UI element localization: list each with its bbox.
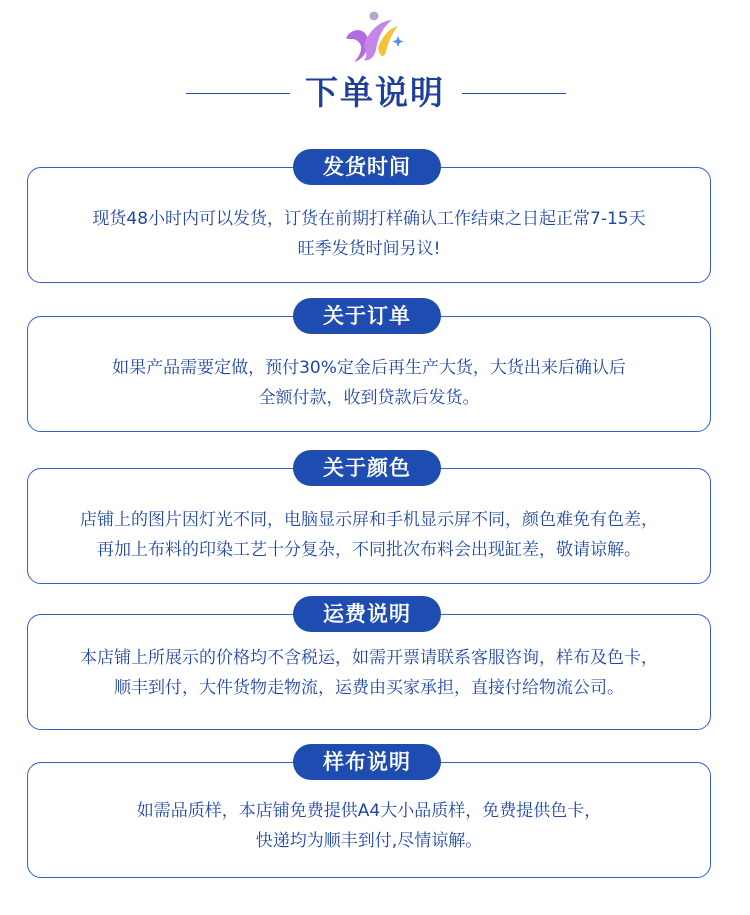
section-line: 全额付款，收到贷款后发货。 xyxy=(258,388,480,408)
section-title-orders: 关于订单 xyxy=(293,298,441,334)
section-line: 顺丰到付，大件货物走物流，运费由买家承担，直接付给物流公司。 xyxy=(114,678,624,698)
section-line: 如需品质样，本店铺免费提供A4大小品质样，免费提供色卡， xyxy=(136,801,602,821)
section-title-colors: 关于颜色 xyxy=(293,450,441,486)
section-line: 再加上布料的印染工艺十分复杂，不同批次布料会出现缸差，敬请谅解。 xyxy=(97,540,641,560)
section-body-colors xyxy=(27,505,711,565)
section-line: 快递均为顺丰到付,尽情谅解。 xyxy=(255,831,483,851)
section-title-freight: 运费说明 xyxy=(293,596,441,632)
title-divider-left xyxy=(186,93,290,94)
page-header xyxy=(0,68,750,118)
section-body-samples xyxy=(27,796,711,856)
title-divider-right xyxy=(462,93,566,94)
section-line: 现货48小时内可以发货，订货在前期打样确认工作结束之日起正常7-15天 xyxy=(92,209,646,229)
section-body-orders xyxy=(27,353,711,413)
section-title-samples: 样布说明 xyxy=(293,744,441,780)
section-line: 店铺上的图片因灯光不同，电脑显示屏和手机显示屏不同，颜色难免有色差， xyxy=(80,510,658,530)
section-line: 如果产品需要定做，预付30%定金后再生产大货，大货出来后确认后 xyxy=(112,358,626,378)
section-body-shipping-time xyxy=(27,204,711,264)
section-title-shipping-time: 发货时间 xyxy=(293,149,441,185)
section-line: 本店铺上所展示的价格均不含税运，如需开票请联系客服咨询，样布及色卡， xyxy=(80,648,658,668)
section-line: 旺季发货时间另议! xyxy=(297,239,441,259)
brand-swirl-logo-icon xyxy=(338,8,408,64)
page-title: 下单说明 xyxy=(305,73,445,112)
section-body-freight xyxy=(27,643,711,703)
